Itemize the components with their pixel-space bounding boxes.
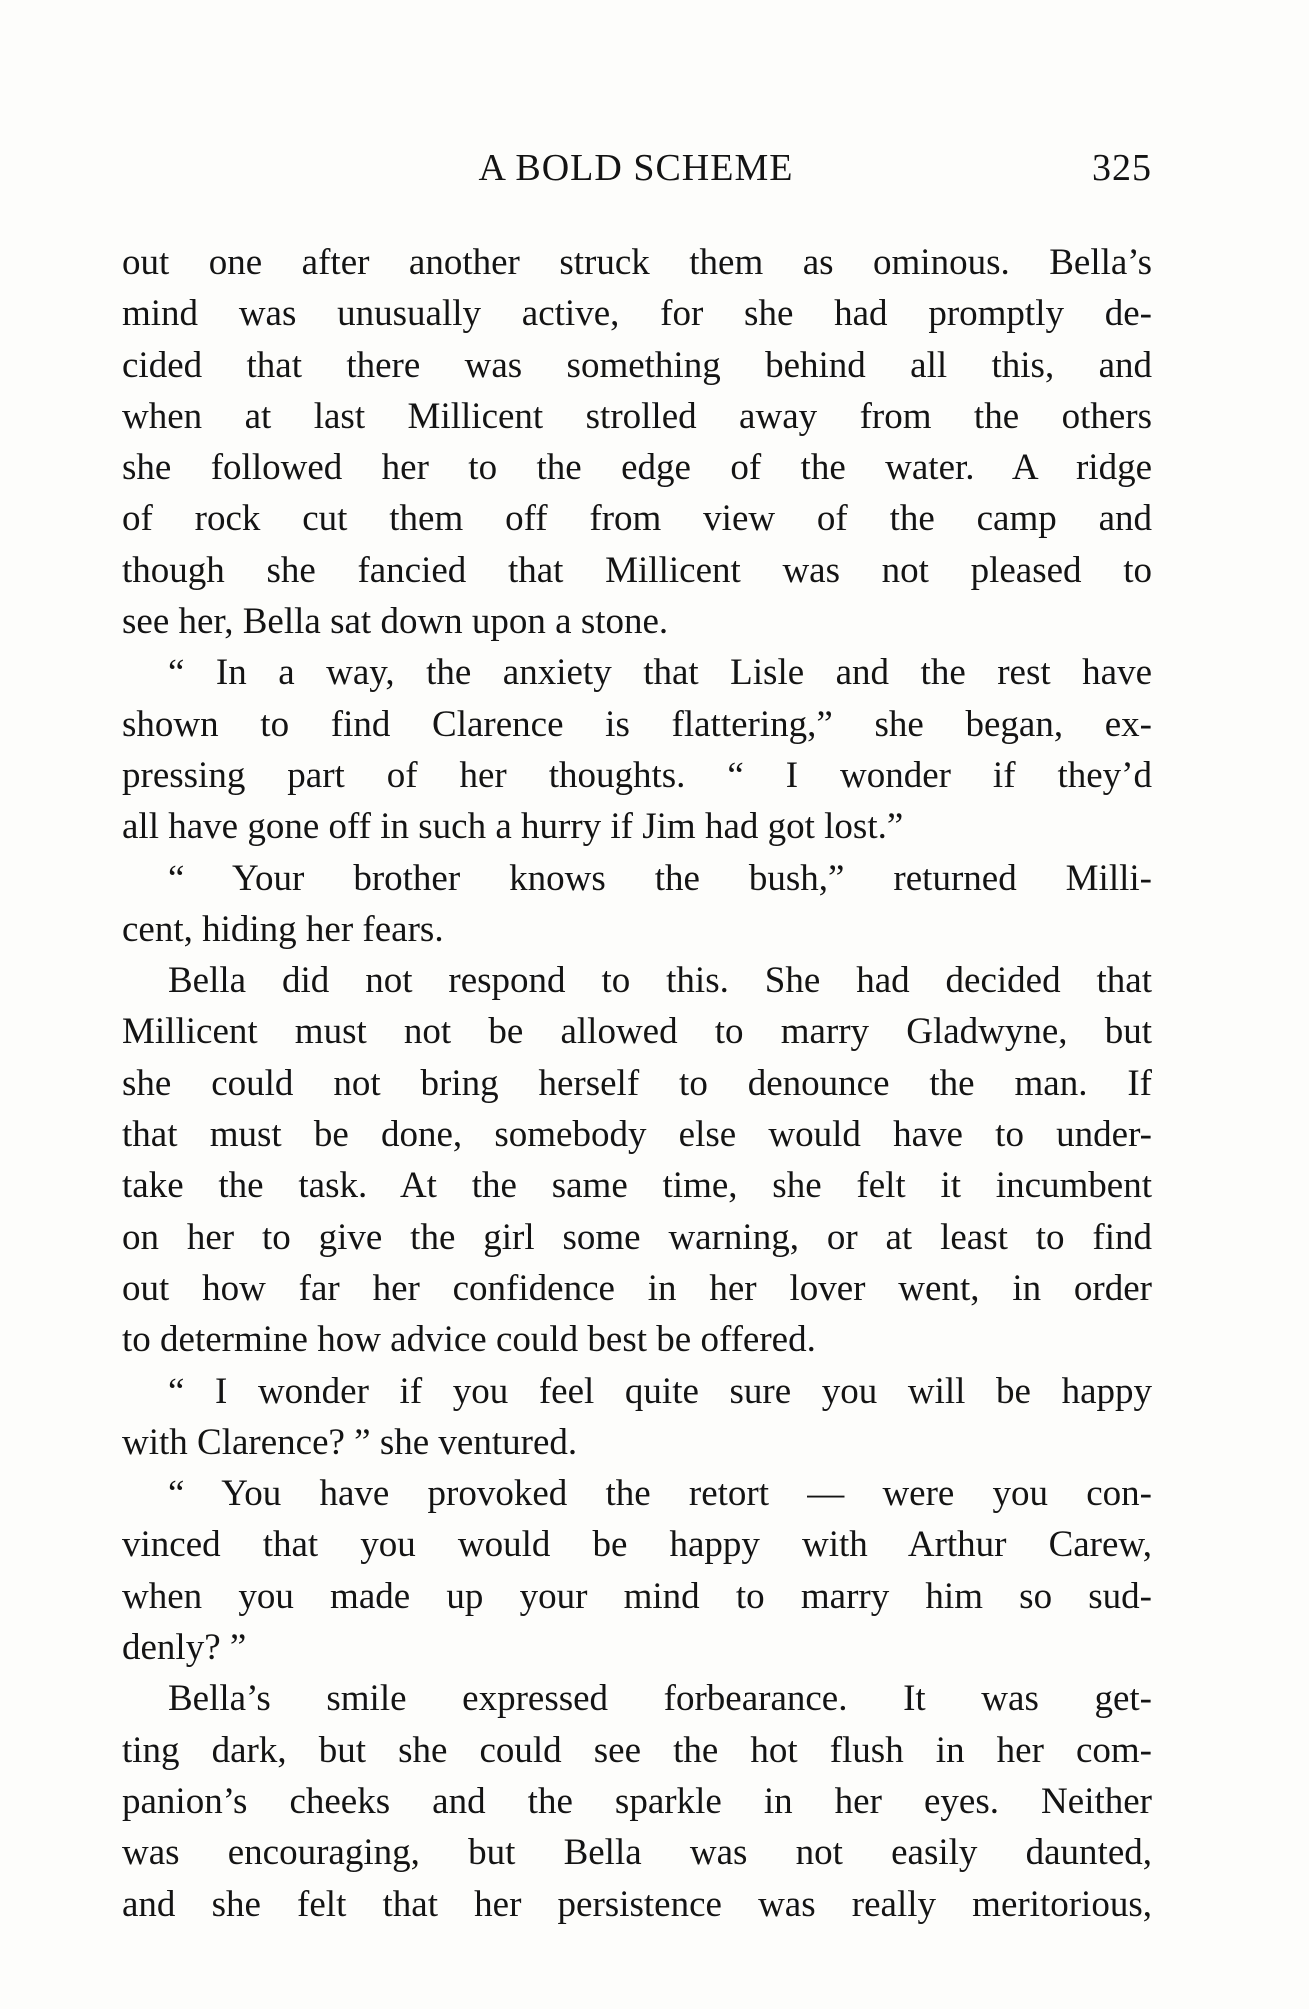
text-line: was encouraging, but Bella was not easily daunted, bbox=[122, 1832, 1152, 1874]
text-line: that must be done, somebody else would have to under- bbox=[122, 1114, 1152, 1156]
text-line: cided that there was something behind all this, and bbox=[122, 344, 1152, 386]
text-line: with Clarence? ” she ventured. bbox=[122, 1421, 578, 1463]
text-line: Bella’s smile expressed forbearance. It was get- bbox=[168, 1678, 1152, 1720]
text-line: cent, hiding her fears. bbox=[122, 908, 444, 950]
text-line: ting dark, but she could see the hot flush in her com- bbox=[122, 1729, 1152, 1771]
text-line: she followed her to the edge of the water. A ridge bbox=[122, 447, 1152, 489]
text-line: take the task. At the same time, she felt it incumbent bbox=[122, 1165, 1152, 1207]
text-line: see her, Bella sat down upon a stone. bbox=[122, 601, 669, 643]
text-line: “ You have provoked the retort — were you con- bbox=[168, 1473, 1152, 1515]
text-line: Bella did not respond to this. She had decided that bbox=[168, 960, 1152, 1002]
text-line: when you made up your mind to marry him so sud- bbox=[122, 1575, 1152, 1617]
text-line: panion’s cheeks and the sparkle in her eyes. Neither bbox=[122, 1780, 1152, 1822]
text-line: “ Your brother knows the bush,” returned Milli- bbox=[168, 857, 1152, 899]
text-line: of rock cut them off from view of the camp and bbox=[122, 498, 1152, 540]
text-line: “ I wonder if you feel quite sure you will be happy bbox=[168, 1370, 1152, 1412]
text-line: out how far her confidence in her lover went, in order bbox=[122, 1267, 1152, 1309]
text-line: and she felt that her persistence was really meritorious, bbox=[122, 1883, 1152, 1925]
text-line: she could not bring herself to denounce the man. If bbox=[122, 1062, 1152, 1104]
text-line: shown to find Clarence is flattering,” she began, ex- bbox=[122, 703, 1152, 745]
text-line: on her to give the girl some warning, or at least to find bbox=[122, 1216, 1152, 1258]
text-line: when at last Millicent strolled away from the others bbox=[122, 395, 1152, 437]
text-line: “ In a way, the anxiety that Lisle and the rest have bbox=[168, 652, 1152, 694]
text-line: out one after another struck them as ominous. Bella’s bbox=[122, 242, 1152, 283]
text-line: to determine how advice could best be offered. bbox=[122, 1319, 816, 1361]
text-line: though she fancied that Millicent was not pleased to bbox=[122, 549, 1152, 591]
text-line: all have gone off in such a hurry if Jim had got lost.” bbox=[122, 806, 904, 848]
page-number: 325 bbox=[1092, 147, 1152, 189]
text-line: pressing part of her thoughts. “ I wonder if they’d bbox=[122, 754, 1152, 796]
text-line: denly? ” bbox=[122, 1627, 247, 1669]
running-title: A BOLD SCHEME bbox=[478, 147, 794, 189]
text-line: mind was unusually active, for she had promptly de- bbox=[122, 293, 1152, 335]
text-line: vinced that you would be happy with Arthur Carew, bbox=[122, 1524, 1152, 1566]
running-head bbox=[120, 146, 1152, 202]
body-text bbox=[122, 237, 1152, 1930]
text-line: Millicent must not be allowed to marry Gladwyne, but bbox=[122, 1011, 1152, 1053]
